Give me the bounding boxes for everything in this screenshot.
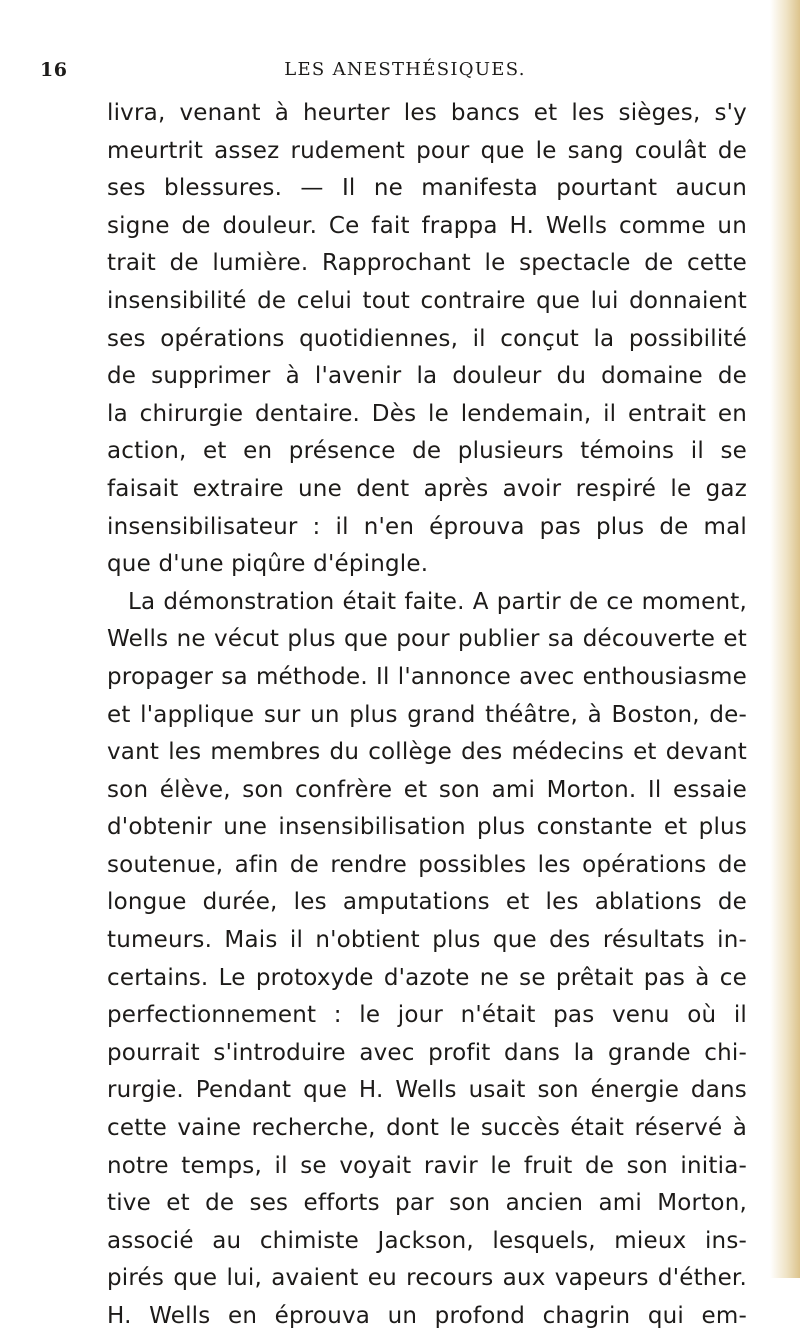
text-line: d'obtenir une insensibilisation plus constante et plus — [107, 814, 747, 841]
text-line: tive et de ses efforts par son ancien ami Morton, — [107, 1190, 747, 1217]
text-line: pirés que lui, avaient eu recours aux vapeurs d'éther. — [107, 1265, 747, 1292]
text-line: signe de douleur. Ce fait frappa H. Wells comme un — [107, 212, 747, 239]
text-line: Wells ne vécut plus que pour publier sa découverte et — [107, 626, 747, 653]
text-line: trait de lumière. Rapprochant le spectacle de cette — [107, 250, 747, 277]
text-line: H. Wells en éprouva un profond chagrin qui em- — [107, 1303, 747, 1329]
text-line: la chirurgie dentaire. Dès le lendemain, il entrait en — [107, 400, 747, 427]
page-edge-shading — [770, 0, 800, 1278]
text-line: La démonstration était faite. A partir de ce moment, — [128, 588, 747, 615]
text-line: de supprimer à l'avenir la douleur du domaine de — [107, 363, 747, 390]
text-line: son élève, son confrère et son ami Morton. Il essaie — [107, 776, 747, 803]
text-line: propager sa méthode. Il l'annonce avec enthousiasme — [107, 663, 747, 690]
text-line: cette vaine recherche, dont le succès était réservé à — [107, 1115, 747, 1142]
text-line: soutenue, afin de rendre possibles les opérations de — [107, 851, 747, 878]
text-line: faisait extraire une dent après avoir respiré le gaz — [107, 475, 747, 502]
running-head: LES ANESTHÉSIQUES. — [284, 59, 526, 80]
text-line: tumeurs. Mais il n'obtient plus que des résultats in- — [107, 927, 747, 954]
text-line: ses blessures. — Il ne manifesta pourtant aucun — [107, 175, 747, 202]
text-line: livra, venant à heurter les bancs et les sièges, s'y — [107, 100, 747, 126]
body-text — [107, 95, 747, 1336]
text-line: et l'applique sur un plus grand théâtre, à Boston, de- — [107, 701, 747, 728]
text-line: ses opérations quotidiennes, il conçut la possibilité — [107, 325, 747, 352]
text-line: insensibilisateur : il n'en éprouva pas plus de mal — [107, 513, 747, 540]
text-line: certains. Le protoxyde d'azote ne se prêtait pas à ce — [107, 964, 747, 991]
text-line: insensibilité de celui tout contraire que lui donnaient — [107, 287, 747, 314]
page-number: 16 — [40, 59, 68, 81]
text-line: pourrait s'introduire avec profit dans la grande chi- — [107, 1039, 747, 1066]
text-line: perfectionnement : le jour n'était pas venu où il — [107, 1002, 747, 1029]
text-line: vant les membres du collège des médecins et devant — [107, 739, 747, 766]
text-line: longue durée, les amputations et les ablations de — [107, 889, 747, 916]
text-line: associé au chimiste Jackson, lesquels, mieux ins- — [107, 1227, 747, 1254]
text-line: que d'une piqûre d'épingle. — [107, 551, 429, 578]
text-line: rurgie. Pendant que H. Wells usait son énergie dans — [107, 1077, 747, 1104]
text-line: action, et en présence de plusieurs témoins il se — [107, 438, 747, 465]
page-header — [40, 57, 770, 89]
text-line: notre temps, il se voyait ravir le fruit de son initia- — [107, 1152, 747, 1179]
text-line: meurtrit assez rudement pour que le sang coulât de — [107, 137, 747, 164]
